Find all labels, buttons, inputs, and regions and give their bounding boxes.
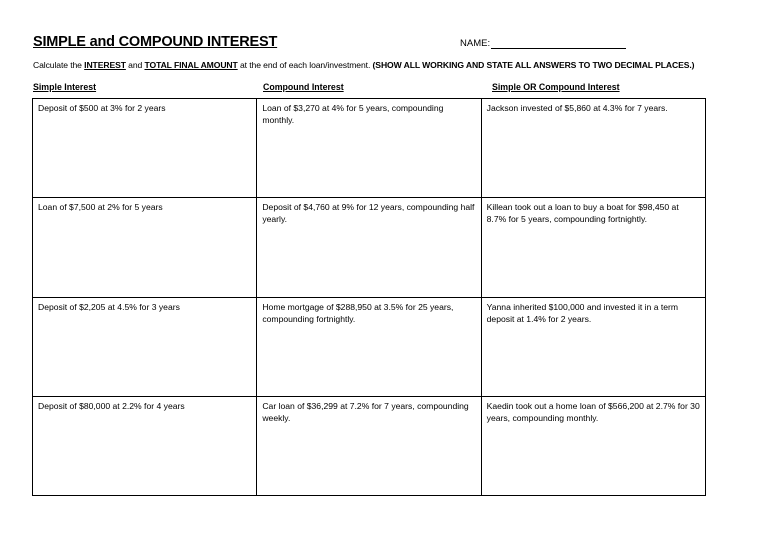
name-field: [460, 38, 626, 49]
problem-cell[interactable]: Jackson invested of $5,860 at 4.3% for 7 years.: [481, 99, 705, 198]
problem-cell[interactable]: Deposit of $80,000 at 2.2% for 4 years: [33, 396, 257, 495]
instructions-text-3: at the end of each loan/investment.: [237, 60, 373, 70]
name-blank-line[interactable]: [491, 38, 626, 49]
problem-cell[interactable]: Deposit of $4,760 at 9% for 12 years, compounding half yearly.: [257, 198, 481, 297]
problem-cell[interactable]: Home mortgage of $288,950 at 3.5% for 25 years, compounding fortnightly.: [257, 297, 481, 396]
table-row: [33, 297, 706, 396]
name-label: NAME:: [460, 38, 491, 49]
column-heading-simple: Simple Interest: [33, 82, 97, 92]
problems-grid: [32, 98, 706, 496]
table-row: [33, 198, 706, 297]
problem-cell[interactable]: Kaedin took out a home loan of $566,200 at 2.7% for 30 years, compounding monthly.: [481, 396, 705, 495]
problem-cell[interactable]: Yanna inherited $100,000 and invested it in a term deposit at 1.4% for 2 years.: [481, 297, 705, 396]
instructions-text-1: Calculate the: [33, 60, 85, 70]
column-heading-compound: Compound Interest: [263, 82, 344, 92]
table-row: [33, 99, 706, 198]
instructions: [33, 60, 694, 70]
instructions-text-2: and: [125, 60, 145, 70]
problem-cell[interactable]: Loan of $3,270 at 4% for 5 years, compounding monthly.: [257, 99, 481, 198]
problem-cell[interactable]: Deposit of $500 at 3% for 2 years: [33, 99, 257, 198]
column-heading-simple-or-compound: Simple OR Compound Interest: [492, 82, 620, 92]
page-title: SIMPLE and COMPOUND INTEREST: [33, 34, 278, 50]
instructions-bold-note: (SHOW ALL WORKING AND STATE ALL ANSWERS TO TWO DECIMAL PLACES.): [372, 60, 695, 70]
problem-cell[interactable]: Killean took out a loan to buy a boat for $98,450 at 8.7% for 5 years, compounding fortnightly.: [481, 198, 705, 297]
table-row: [33, 396, 706, 495]
problem-cell[interactable]: Deposit of $2,205 at 4.5% for 3 years: [33, 297, 257, 396]
problem-cell[interactable]: Loan of $7,500 at 2% for 5 years: [33, 198, 257, 297]
problem-cell[interactable]: Car loan of $36,299 at 7.2% for 7 years, compounding weekly.: [257, 396, 481, 495]
instructions-interest: INTEREST: [84, 60, 126, 70]
instructions-total-final-amount: TOTAL FINAL AMOUNT: [144, 60, 238, 70]
